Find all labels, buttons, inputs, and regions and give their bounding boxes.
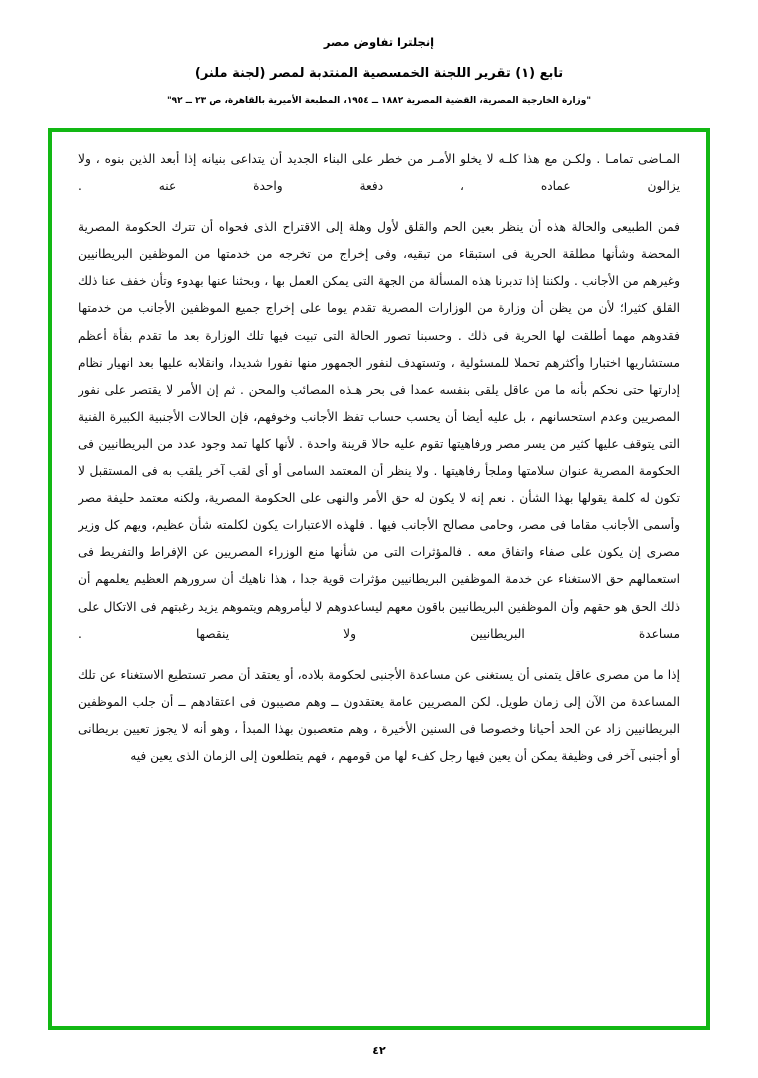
header-title: إنجلترا تفاوض مصر (323, 35, 435, 49)
content-frame (48, 128, 710, 1030)
body-text (78, 146, 680, 1016)
page-number: ٤٢ (372, 1044, 386, 1057)
paragraph-3: إذا ما من مصرى عاقل يتمنى أن يستغنى عن مساعدة الأجنبى لحكومة بلاده، أو يعتقد أن مصر تستطيع الاستغناء عن تلك المساعدة من الآن إلى زمان طويل. لكن المصريين عامة يعتقدون ــ وهم مصيبون فى اعتقادهم ــ أن جلب الموظفين البريطانيين زاد عن الحد أحيانا وخصوصا فى السنين الأخيرة ، وهم متعصبون بهذا المبدأ ، وهو أنه لا يجوز تعيين بريطانى أو أجنبى آخر فى وظيفة يمكن أن يعين فيها رجل كفء لها من قومهم ، فهم يتطلعون إلى الزمان الذى يعين فيه (78, 667, 680, 763)
header-source-note: "وزارة الخارجية المصرية، القضية المصرية ١٨٨٢ ــ ١٩٥٤، المطبعة الأميرية بالقاهرة، ص ٢٣ ــ ٩٢" (166, 95, 592, 106)
paragraph-1: المـاضى تمامـا . ولكـن مع هذا كلـه لا يخلو الأمـر من خطر على البناء الجديد أن يتداعى بنيانه إذا أبعد الذين بنوه ، ولا يزالون عماده ، دفعة واحدة عنه . (78, 152, 680, 194)
page-header (0, 0, 758, 108)
header-subtitle: تابع (١) تقرير اللجنة الخمسصية المنتدبة لمصر (لجنة ملنر) (194, 66, 564, 82)
paragraph-2: فمن الطبيعى والحالة هذه أن ينظر بعين الحم والقلق لأول وهلة إلى الاقتراح الذى فحواه أن تترك الحكومة المصرية المحضة وشأنها مطلقة الحرية فى استبقاء من تبقيه، وفى إخراج من تخرجه من خدمتها من الموظفين البريطانيين وغيرهم من الأجانب . ولكننا إذا تدبرنا هذه المسألة من الجهة التى يمكن العمل بها ، وبحثنا عنها بهدوء وتأن خفف عنا ذلك القلق كثيرا؛ لأن من يظن أن وزارة من الوزارات المصرية تقدم يوما على إخراج جميع الموظفين الأجانب من خدمتها فقدوهم مهما أطلقت لها الحرية فى ذلك . وحسبنا تصور الحالة التى تبيت فيها تلك الوزارة بعد ما تقدم بفأة أعظم مستشاريها اختبارا وأكثرهم تحملا للمسئولية ، وتستهدف لنفور الجمهور منها نفورا شديدا، وانقلابه عليها بعد انهيار نظام إدارتها حتى نحكم بأنه ما من عاقل يلقى بنفسه عمدا فى بحر هـذه المصائب والمحن . ثم إن الأمر لا يقتصر على نفور المصريين وعدم استحسانهم ، بل عليه أيضا أن يحسب حساب تفظ الأجانب وخوفهم، فإن الحالات الأجنبية الكبيرة الفنية التى يتوقف عليها كثير من يسر مصر ورفاهيتها تقوم عليه حالا قرينة واحدة . لأنها كلها تمد وجود عدد من البريطانيين فى الحكومة المصرية عنوان سلامتها وملجأ رفاهيتها . ولا ينظر أن المعتمد السامى أو أى لقب آخر يلقب به فى المستقبل لا تكون له كلمة يقولها بهذا الشأن . نعم إنه لا يكون له حق الأمر والنهى على الحكومة المصرية، ولكنه معتمد حليفة مصر وأسمى الأجانب مقاما فى مصر، وحامى مصالح الأجانب فيها . فلهذه الاعتبارات يكون لكلمته شأن عظيم، ويهم كل وزير مصرى إن يكون على صفاء واتفاق معه . فالمؤثرات التى من شأنها منع الوزراء المصريين عن الإفراط والتفريط فى استعمالهم حق الاستغناء عن خدمة الموظفين البريطانيين مؤثرات قوية جدا ، هذا ناهيك أن سرورهم العظيم يعلمهم أن ذلك الحق هو حقهم وأن الموظفين البريطانيين باقون معهم ليساعدوهم لا ليأمروهم ويتموهم يزيد رغبتهم فى الاتكال على مساعدة البريطانيين ولا ينقصها . (78, 220, 680, 641)
